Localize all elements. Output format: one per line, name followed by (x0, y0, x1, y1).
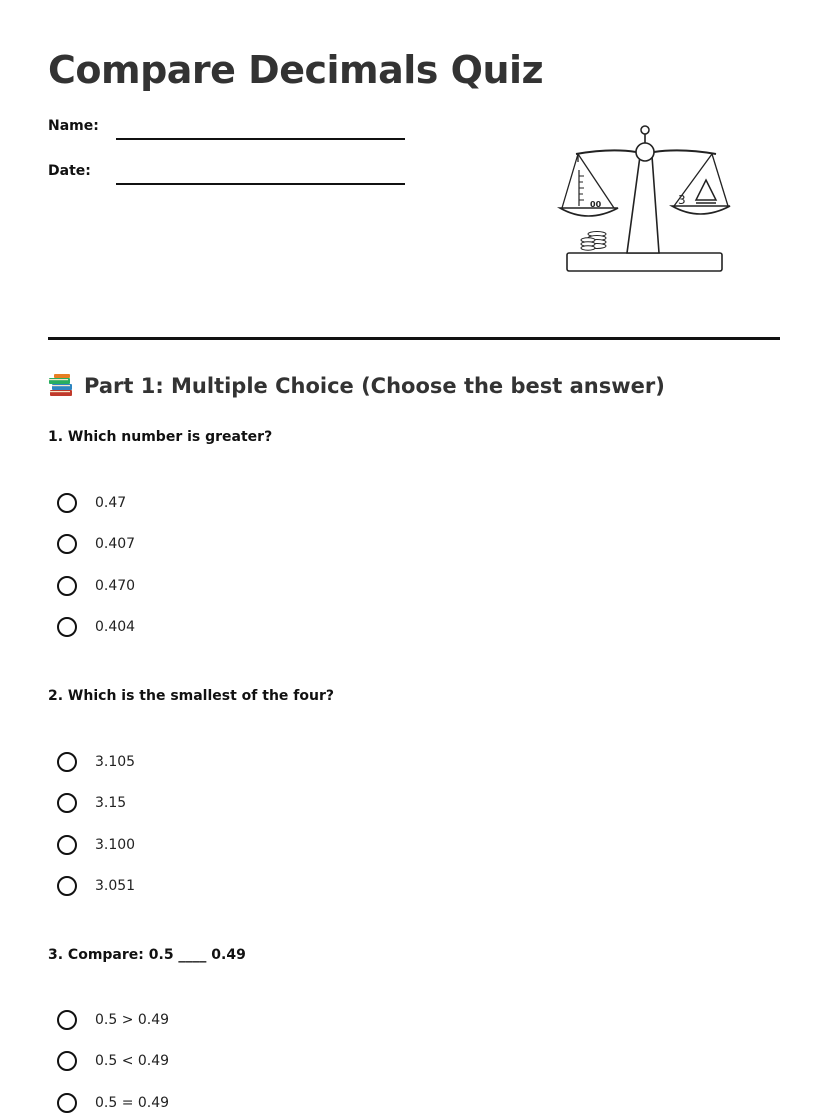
q2-option-a[interactable] (57, 749, 135, 775)
books-icon (48, 374, 74, 398)
q3-option-c[interactable] (57, 1090, 169, 1116)
option-label: 0.470 (95, 578, 136, 594)
section-divider (48, 337, 780, 340)
option-label: 3.051 (95, 878, 136, 894)
option-label: 0.5 > 0.49 (95, 1012, 170, 1028)
q1-option-a[interactable] (57, 490, 126, 516)
radio-button[interactable] (57, 752, 77, 772)
option-label: 3.100 (95, 837, 136, 853)
question-1-text: 1. Which number is greater? (48, 429, 273, 445)
q3-option-b[interactable] (57, 1048, 169, 1074)
balance-scale-icon (556, 122, 736, 278)
radio-button[interactable] (57, 1051, 77, 1071)
radio-button[interactable] (57, 793, 77, 813)
q2-option-d[interactable] (57, 873, 135, 899)
q1-option-b[interactable] (57, 531, 135, 557)
radio-button[interactable] (57, 576, 77, 596)
question-2-text: 2. Which is the smallest of the four? (48, 688, 334, 704)
radio-button[interactable] (57, 876, 77, 896)
radio-button[interactable] (57, 1093, 77, 1113)
q3-option-a[interactable] (57, 1007, 169, 1033)
radio-button[interactable] (57, 1010, 77, 1030)
radio-button[interactable] (57, 534, 77, 554)
q2-option-c[interactable] (57, 832, 135, 858)
q2-option-b[interactable] (57, 790, 126, 816)
option-label: 0.5 = 0.49 (95, 1095, 170, 1111)
date-field-line[interactable] (116, 183, 405, 185)
option-label: 3.15 (95, 795, 127, 811)
option-label: 0.404 (95, 619, 136, 635)
option-label: 0.407 (95, 536, 136, 552)
date-label: Date: (48, 163, 91, 179)
right-pan-label: 3 (678, 193, 686, 207)
question-3-text: 3. Compare: 0.5 ____ 0.49 (48, 947, 246, 963)
page-title: Compare Decimals Quiz (48, 48, 544, 92)
radio-button[interactable] (57, 617, 77, 637)
q1-option-d[interactable] (57, 614, 135, 640)
left-pan-label: 00 (590, 200, 602, 209)
name-label: Name: (48, 118, 99, 134)
radio-button[interactable] (57, 835, 77, 855)
option-label: 0.5 < 0.49 (95, 1053, 170, 1069)
part-1-heading (48, 374, 665, 398)
radio-button[interactable] (57, 493, 77, 513)
name-field-line[interactable] (116, 138, 405, 140)
part-1-heading-text: Part 1: Multiple Choice (Choose the best answer) (84, 374, 665, 398)
option-label: 3.105 (95, 754, 136, 770)
option-label: 0.47 (95, 495, 127, 511)
q1-option-c[interactable] (57, 573, 135, 599)
